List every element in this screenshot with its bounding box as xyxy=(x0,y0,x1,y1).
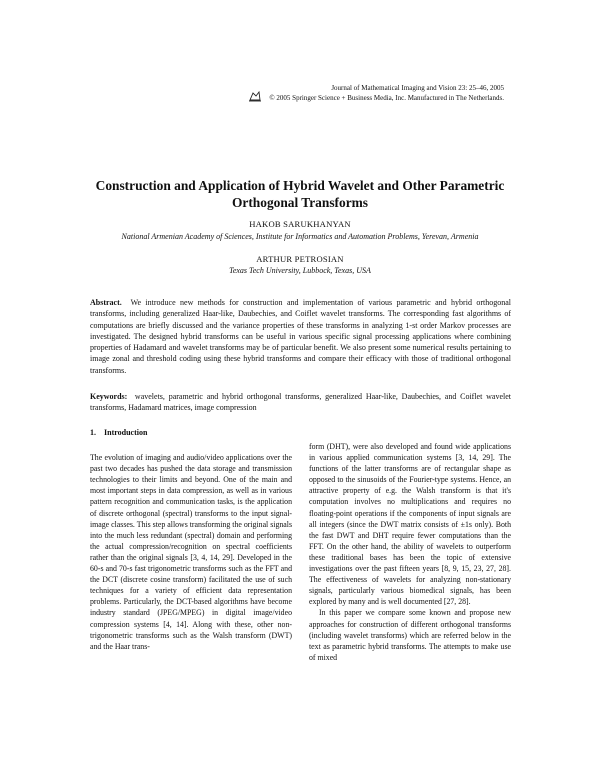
author-affiliation-2: Texas Tech University, Lubbock, Texas, USA xyxy=(229,266,371,275)
springer-logo-icon xyxy=(248,90,262,102)
left-column xyxy=(90,427,292,652)
intro-paragraph-right-1: form (DHT), were also developed and found wide applications in various applied communication systems [3, 14, 29]. The functions of the latter transforms are of rectangular shape as opposed to the sinusoids of the Fourier-type systems. Hence, an attractive property of e.g. the Walsh transform is that it's computation involves no multiplications and requires no floating-point operations if the components of input signals are all integers (since the DWT matrix consists of ±1s only). Both the fast DWT and DHT require fewer computations than the FFT. On the other hand, the ability of wavelets to outperform these traditional bases has been the topic of extensive investigations over the past fifteen years [8, 9, 15, 23, 27, 28]. The effectiveness of wavelets for analyzing non-stationary signals, particularly various biomedical signals, has been explored by many and is well documented [27, 28]. xyxy=(309,442,511,607)
abstract-label: Abstract. xyxy=(90,298,122,307)
keywords-label: Keywords: xyxy=(90,392,128,401)
title-line-2: Orthogonal Transforms xyxy=(231,195,369,210)
intro-paragraph-right-2: In this paper we compare some known and propose new approaches for construction of different orthogonal transforms (including wavelet transforms) which are referred below in the text as parametric hybrid transforms. The attempts to make use of mixed xyxy=(309,608,511,662)
title-line-1: Construction and Application of Hybrid Wavelet and Other Parametric xyxy=(95,178,505,193)
intro-paragraph-left: The evolution of imaging and audio/video applications over the past two decades has pushed the data storage and transmission technologies to their limits and beyond. One of the main and most important steps in data compression, as well as in various pattern recognition and communication tasks, is the application of discrete orthogonal (spectral) transforms to the input signal-image classes. This step allows transforming the original signals into the much less redundant (spectral) domain and performing the actual compression/recognition on spectral coefficients rather than the original signals [3, 4, 14, 29]. Developed in the 60-s and 70-s fast trigonometric transforms such as the FFT and the DCT (discrete cosine transform) facilitated the use of such techniques for a variety of efficient data representation problems. Particularly, the DCT-based algorithms have become industry standard (JPEG/MPEG) in digital image/video compression systems [4, 14]. Along with these, other non-trigonometric transforms such as the Walsh transform (DWT) and the Haar trans- xyxy=(90,453,292,651)
keywords xyxy=(90,391,511,414)
copyright-line: © 2005 Springer Science + Business Media, Inc. Manufactured in The Netherlands. xyxy=(269,94,504,102)
paper-title xyxy=(60,177,540,211)
author-name-1: HAKOB SARUKHANYAN xyxy=(249,219,351,229)
section-heading-introduction: 1. Introduction xyxy=(90,428,148,437)
author-name-2: ARTHUR PETROSIAN xyxy=(256,254,344,264)
keywords-text: wavelets, parametric and hybrid orthogonal transforms, generalized Haar-like, Daubechies, and Coiflet wavelet transforms, Hadamard matrices, image compression xyxy=(90,392,512,413)
journal-citation: Journal of Mathematical Imaging and Vision 23: 25–46, 2005 xyxy=(331,84,504,92)
abstract xyxy=(90,297,511,376)
right-column xyxy=(309,441,511,663)
author-affiliation-1: National Armenian Academy of Sciences, Institute for Informatics and Automation Problems, Yerevan, Armenia xyxy=(121,232,479,241)
abstract-text: We introduce new methods for construction and implementation of various parametric and hybrid orthogonal transforms, including generalized Haar-like, Daubechies, and Coiflet wavelet transforms. The corresponding fast algorithms of computations are briefly discussed and the variance properties of these transforms in analyzing 1-st order Markov processes are investigated. The designed hybrid transforms can be useful in various specific signal processing applications where combining properties of Hadamard and wavelet transforms may be of particular benefit. We also present some numerical results pertaining to image zonal and threshold coding using these hybrid transforms and compare their efficacy with those of traditional orthogonal transforms. xyxy=(90,298,511,375)
